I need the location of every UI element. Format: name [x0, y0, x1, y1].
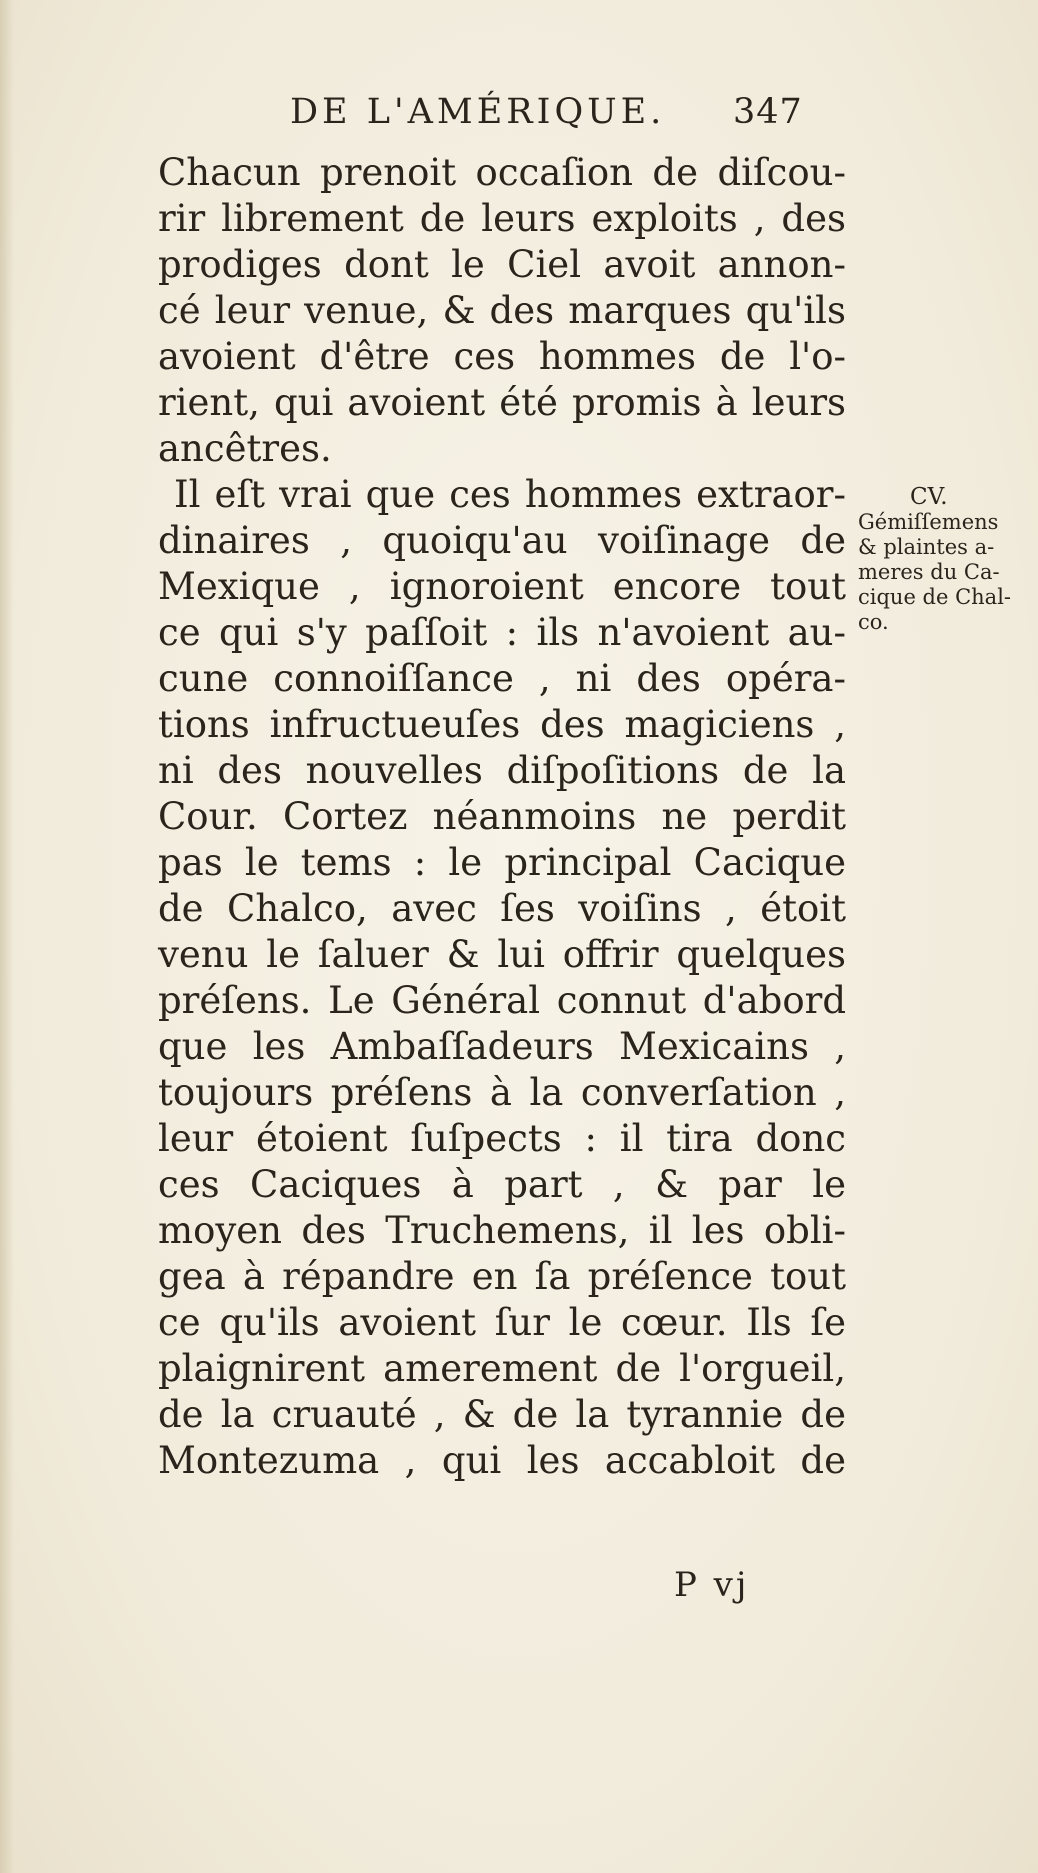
text-line: ce qu'ils avoient ſur le cœur. Ils ſe [158, 1301, 846, 1344]
gutter-shadow [0, 0, 14, 1873]
text-line: leur étoient ſuſpects : il tira donc [158, 1117, 846, 1160]
text-line: Cour. Cortez néanmoins ne perdit [158, 795, 846, 838]
margin-note-number: CV. [910, 484, 948, 510]
text-line: tions infructueuſes des magiciens , [158, 703, 846, 746]
margin-note-line: co. [858, 610, 889, 634]
text-line: ces Caciques à part , & par le [158, 1163, 846, 1206]
text-line: Chacun prenoit occaſion de diſcou- [158, 151, 846, 194]
text-line: rient, qui avoient été promis à leurs [158, 381, 846, 424]
margin-note-line: & plaintes a- [858, 535, 995, 559]
signature-mark: P vj [674, 1565, 750, 1605]
margin-note-line: cique de Chal- [858, 585, 1012, 609]
margin-note-line: Gémiſſemens [858, 510, 999, 534]
running-title: DE L'AMÉRIQUE. [290, 92, 666, 132]
text-line: de la cruauté , & de la tyrannie de [158, 1393, 846, 1436]
text-line: moyen des Truchemens, il les obli- [158, 1209, 846, 1252]
text-line: que les Ambaſſadeurs Mexicains , [158, 1025, 846, 1068]
text-line: cé leur venue, & des marques qu'ils [158, 289, 846, 332]
running-header [290, 92, 850, 142]
text-line: de Chalco, avec ſes voiſins , étoit [158, 887, 846, 930]
text-line: ni des nouvelles diſpoſitions de la [158, 749, 846, 792]
margin-note-line: meres du Ca- [858, 560, 1000, 584]
text-line: ancêtres. [158, 427, 332, 470]
text-line: pas le tems : le principal Cacique [158, 841, 846, 884]
text-line: toujours préſens à la converſation , [158, 1071, 846, 1114]
text-line: ce qui s'y paſſoit : ils n'avoient au- [158, 611, 846, 654]
text-line: avoient d'être ces hommes de l'o- [158, 335, 846, 378]
text-line: prodiges dont le Ciel avoit annon- [158, 243, 846, 286]
text-line: préſens. Le Général connut d'abord [158, 979, 846, 1022]
text-line: rir librement de leurs exploits , des [158, 197, 846, 240]
text-line: Mexique , ignoroient encore tout [158, 565, 846, 608]
margin-note [858, 485, 1038, 635]
text-line: cune connoiſſance , ni des opéra- [158, 657, 846, 700]
text-line: gea à répandre en ſa préſence tout [158, 1255, 846, 1298]
body-text [158, 150, 858, 1484]
page-number: 347 [733, 92, 803, 132]
text-line: dinaires , quoiqu'au voiſinage de [158, 519, 846, 562]
text-line: Il eſt vrai que ces hommes extraor- [174, 473, 846, 516]
text-line: venu le ſaluer & lui offrir quelques [158, 933, 846, 976]
text-line: Montezuma , qui les accabloit de [158, 1439, 846, 1482]
text-line: plaignirent amerement de l'orgueil, [158, 1347, 846, 1390]
